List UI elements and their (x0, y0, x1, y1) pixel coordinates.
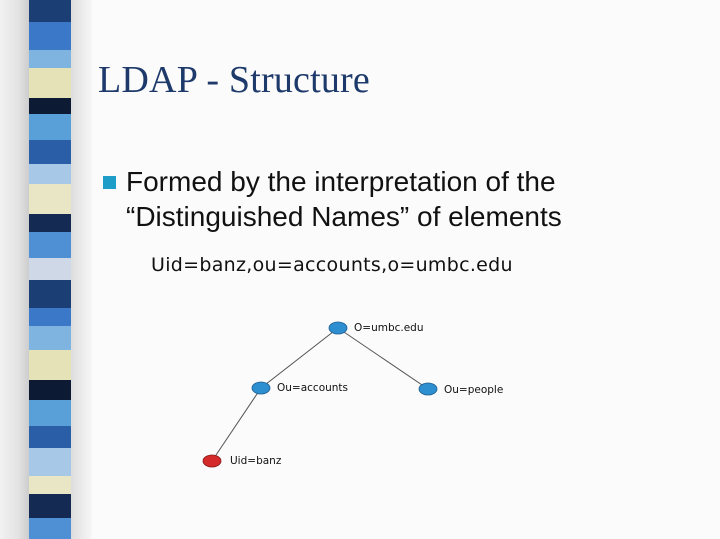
node-accounts (252, 382, 270, 394)
edge-root-people (338, 328, 428, 389)
node-banz (203, 455, 221, 467)
node-label-people: Ou=people (444, 384, 504, 396)
distinguished-name-example: Uid=banz,ou=accounts,o=umbc.edu (151, 254, 513, 276)
node-people (419, 383, 437, 395)
node-label-accounts: Ou=accounts (277, 382, 349, 394)
node-label-root: O=umbc.edu (354, 322, 424, 334)
edge-root-accounts (261, 328, 338, 388)
node-root (329, 322, 347, 334)
bullet-text: Formed by the interpretation of the “Distinguished Names” of elements (126, 166, 562, 232)
edge-accounts-banz (212, 388, 261, 461)
node-label-banz: Uid=banz (230, 455, 282, 467)
slide-title: LDAP - Structure (98, 59, 370, 101)
